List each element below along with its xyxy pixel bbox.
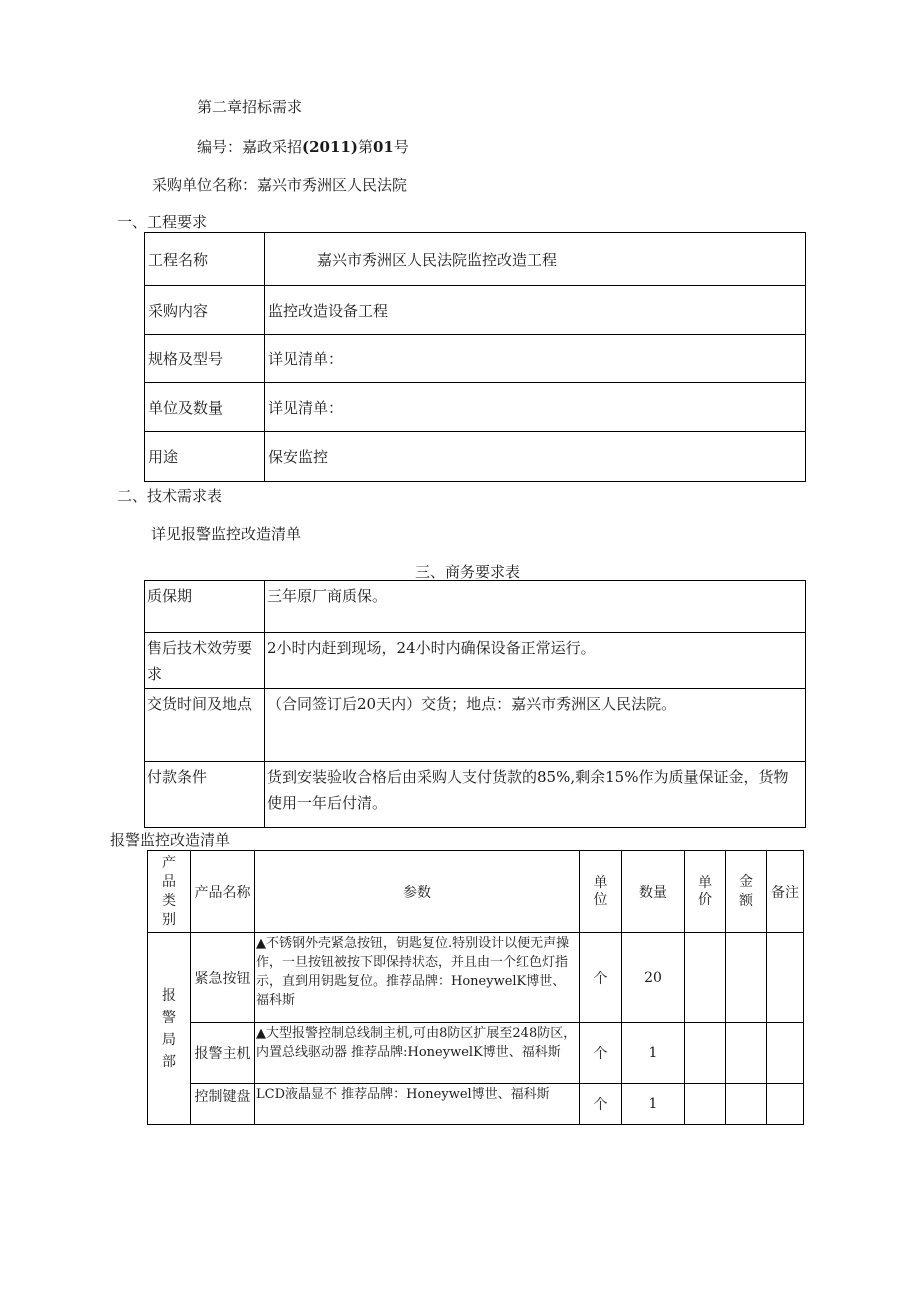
row-value: 三年原厂商质保。 (265, 581, 806, 633)
row-value: 详见清单： (265, 383, 806, 432)
row-label: 规格及型号 (145, 335, 265, 383)
item-name: 报警主机 (191, 1023, 255, 1084)
table-row (148, 1084, 804, 1125)
section1-heading: 一、工程要求 (117, 213, 208, 231)
item-price (685, 1023, 726, 1084)
item-qty: 20 (622, 933, 685, 1023)
header-note: 备注 (767, 851, 804, 933)
buyer-name: 采购单位名称：嘉兴市秀洲区人民法院 (152, 176, 408, 194)
item-price (685, 1084, 726, 1125)
item-amount (726, 1084, 767, 1125)
doc-number-suffix: 号 (393, 138, 409, 156)
row-value: 货到安装验收合格后由采购人支付货款的85%,剩余15%作为质量保证金，货物使用一年后付清。 (265, 762, 806, 828)
table-row (145, 383, 806, 432)
header-params: 参数 (255, 851, 580, 933)
table-row (145, 432, 806, 482)
table-row (145, 633, 806, 689)
header-amount: 金额 (726, 851, 767, 933)
row-value: 详见清单： (265, 335, 806, 383)
item-unit: 个 (580, 933, 622, 1023)
table-row (145, 762, 806, 828)
row-value: 嘉兴市秀洲区人民法院监控改造工程 (265, 233, 806, 286)
chapter-title: 第二章招标需求 (197, 98, 303, 116)
row-value: 保安监控 (265, 432, 806, 482)
item-price (685, 933, 726, 1023)
item-unit: 个 (580, 1023, 622, 1084)
item-params: LCD液晶显不 推荐品牌：Honeywel博世、福科斯 (255, 1084, 580, 1125)
header-unit: 单位 (580, 851, 622, 933)
item-amount (726, 1023, 767, 1084)
row-label: 质保期 (145, 581, 265, 633)
engineering-table (144, 232, 806, 482)
row-label: 用途 (145, 432, 265, 482)
header-category: 产品类别 (148, 851, 191, 933)
equipment-table (147, 850, 804, 1125)
row-value: 2小时内赶到现场，24小时内确保设备正常运行。 (265, 633, 806, 689)
row-value: （合同签订后20天内）交货；地点：嘉兴市秀洲区人民法院。 (265, 689, 806, 762)
doc-number-prefix: 编号：嘉政采招 (197, 138, 303, 156)
row-label: 单位及数量 (145, 383, 265, 432)
item-params: ▲不锈钢外壳紧急按钮，钥匙复位.特别设计以便无声操作，一旦按钮被按下即保持状态，并且由一个红色灯指示，直到用钥匙复位。推荐品牌：HoneywelK博世、福科斯 (255, 933, 580, 1023)
item-params: ▲大型报警控制总线制主机,可由8防区扩展至248防区，内置总线驱动器 推荐品牌:HoneywelK博世、福科斯 (255, 1023, 580, 1084)
header-qty: 数量 (622, 851, 685, 933)
table-row (145, 689, 806, 762)
doc-number (197, 136, 409, 157)
item-name: 紧急按钮 (191, 933, 255, 1023)
row-label: 交货时间及地点 (145, 689, 265, 762)
item-note (767, 1023, 804, 1084)
item-note (767, 1084, 804, 1125)
table-row (148, 933, 804, 1023)
header-row (148, 851, 804, 933)
header-name: 产品名称 (191, 851, 255, 933)
table-row (145, 286, 806, 335)
item-qty: 1 (622, 1023, 685, 1084)
item-amount (726, 933, 767, 1023)
header-price: 单价 (685, 851, 726, 933)
section2-heading: 二、技术需求表 (117, 487, 223, 505)
table-row (145, 581, 806, 633)
item-qty: 1 (622, 1084, 685, 1125)
row-label: 售后技术效劳要求 (145, 633, 265, 689)
row-label: 工程名称 (145, 233, 265, 286)
item-unit: 个 (580, 1084, 622, 1125)
row-label: 付款条件 (145, 762, 265, 828)
item-name: 控制键盘 (191, 1084, 255, 1125)
table-row (145, 335, 806, 383)
doc-number-num: 01 (372, 138, 394, 156)
commercial-table (144, 580, 806, 828)
row-label: 采购内容 (145, 286, 265, 335)
table-row (145, 233, 806, 286)
category-cell: 报警局部 (148, 933, 191, 1125)
table-row (148, 1023, 804, 1084)
item-note (767, 933, 804, 1023)
row-value: 监控改造设备工程 (265, 286, 806, 335)
doc-number-mid: 第 (357, 138, 373, 156)
list-title: 报警监控改造清单 (110, 831, 231, 849)
doc-number-year: (2011) (302, 138, 358, 156)
section3-heading: 三、商务要求表 (415, 563, 521, 581)
section2-text: 详见报警监控改造清单 (151, 525, 302, 543)
